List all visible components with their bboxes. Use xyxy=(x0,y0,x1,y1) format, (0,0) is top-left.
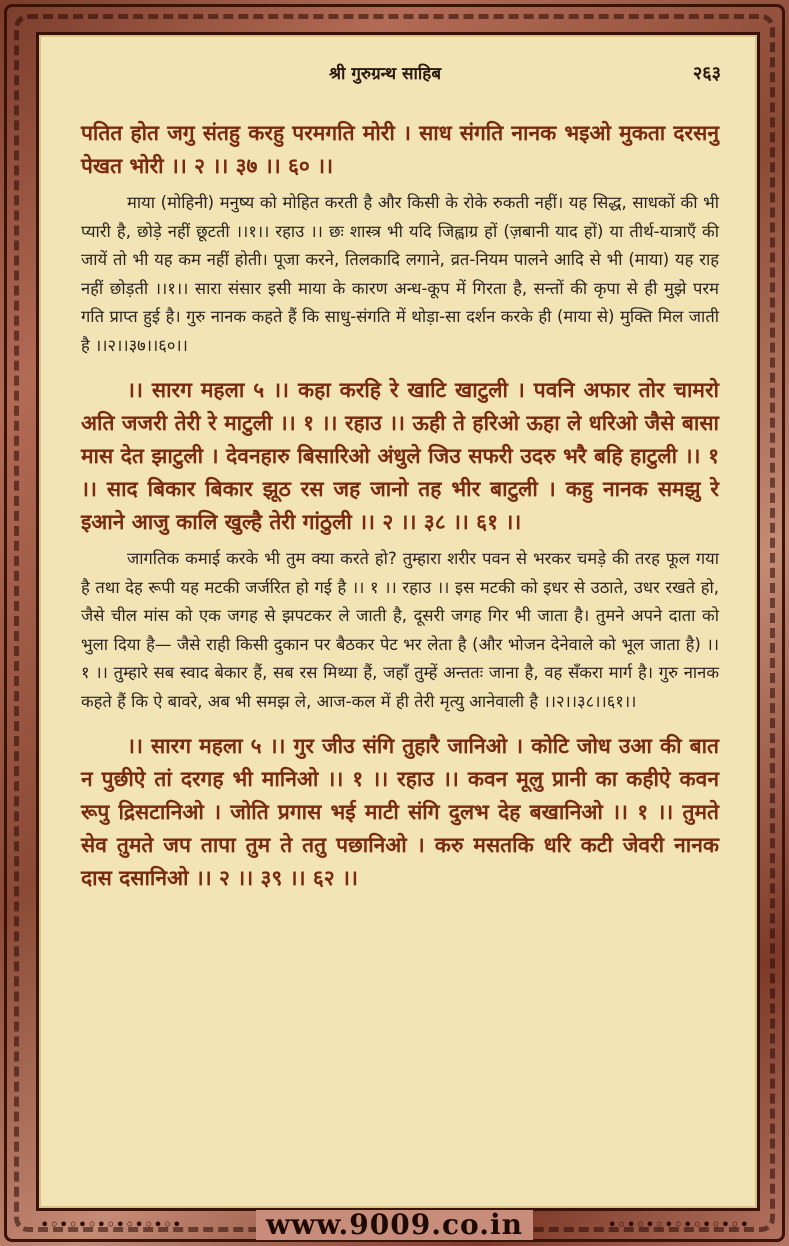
page-title: श्री गुरुग्रन्थ साहिब xyxy=(329,64,442,84)
translation-block: माया (मोहिनी) मनुष्य को मोहित करती है और किसी के रोके रुकती नहीं। यह सिद्ध, साधकों की भी प्यारी है, छोड़े नहीं छूटती ।।१।। रहाउ ।। छः शास्त्र भी यदि जिह्वाग्र हों (ज़बानी याद हों) या तीर्थ-यात्राएँ की जायें तो भी यह कम नहीं होती। पूजा करने, तिलकादि लगाने, व्रत-नियम पालने आदि से भी (माया) यह राह नहीं छोड़ती ।।१।। सारा संसार इसी माया के कारण अन्ध-कूप में गिरता है, सन्तों की कृपा से ही मुझे परम गति प्राप्त हुई है। गुरु नानक कहते हैं कि साधु-संगति में थोड़ा-सा दर्शन करके ही (माया से) मुक्ति मिल जाती है ।।२।।३७।।६०।। xyxy=(81,193,719,355)
page-content xyxy=(81,117,719,895)
translation-block: जागतिक कमाई करके भी तुम क्या करते हो? तुम्हारा शरीर पवन से भरकर चमड़े की तरह फूल गया है तथा देह रूपी यह मटकी जर्जरित हो गई है ।। १ ।। रहाउ ।। इस मटकी को इधर से उठाते, उधर रखते हो, जैसे चील मांस को एक जगह से झपटकर ले जाती है, दूसरी जगह गिर भी जाता है। तुमने अपने दाता को भुला दिया है— जैसे राही किसी दुकान पर बैठकर पेट भर लेता है (और भोजन देनेवाले को भूल जाता है) ।। १ ।। तुम्हारे सब स्वाद बेकार हैं, सब रस मिथ्या हैं, जहाँ तुम्हें अन्ततः जाना है, वह सँकरा मार्ग है। गुरु नानक कहते हैं कि ऐ बावरे, अब भी समझ ले, आज-कल में ही तेरी मृत्यु आनेवाली है ।।२।।३८।।६१।। xyxy=(81,549,719,711)
verse-block: ।। सारग महला ५ ।। गुर जीउ संगि तुहारै जानिओ । कोटि जोध उआ की बात न पुछीऐ तां दरगह भी मानिओ ।। १ ।। रहाउ ।। कवन मूलु प्रानी का कहीऐ कवन रूपु द्रिसटानिओ । जोति प्रगास भई माटी संगि दुलभ देह बखानिओ ।। १ ।। तुमते सेव तुमते जप तापा तुम ते ततु पछानिओ । करु मसतकि धरि कटी जेवरी नानक दास दसानिओ ।। २ ।। ३९ ।। ६२ ।। xyxy=(81,734,719,890)
scripture-page xyxy=(36,32,760,1211)
verse-block: पतित होत जगु संतहु करहु परमगति मोरी । साध संगति नानक भइओ मुकता दरसनु पेखत भोरी ।। २ ।। ३७ ।। ६० ।। xyxy=(81,121,719,178)
swirl-ornament-right: •◦•◦•◦•◦•◦•◦•◦• xyxy=(607,1215,749,1234)
page-header xyxy=(39,61,757,85)
page-number: २६३ xyxy=(692,63,721,84)
swirl-ornament-left: •◦•◦•◦•◦•◦•◦•◦• xyxy=(40,1215,182,1234)
footer xyxy=(0,1210,789,1240)
website-url[interactable]: www.9009.co.in xyxy=(256,1210,533,1240)
verse-block: ।। सारग महला ५ ।। कहा करहि रे खाटि खाटुली । पवनि अफार तोर चामरो अति जजरी तेरी रे माटुली ।। १ ।। रहाउ ।। ऊही ते हरिओ ऊहा ले धरिओ जैसे बासा मास देत झाटुली । देवनहारु बिसारिओ अंधुले जिउ सफरी उदरु भरै बहि हाटुली ।। १ ।। साद बिकार बिकार झूठ रस जह जानो तह भीर बाटुली । कहु नानक समझु रे इआने आजु कालि खुल्है तेरी गांठुली ।। २ ।। ३८ ।। ६१ ।। xyxy=(81,378,719,534)
